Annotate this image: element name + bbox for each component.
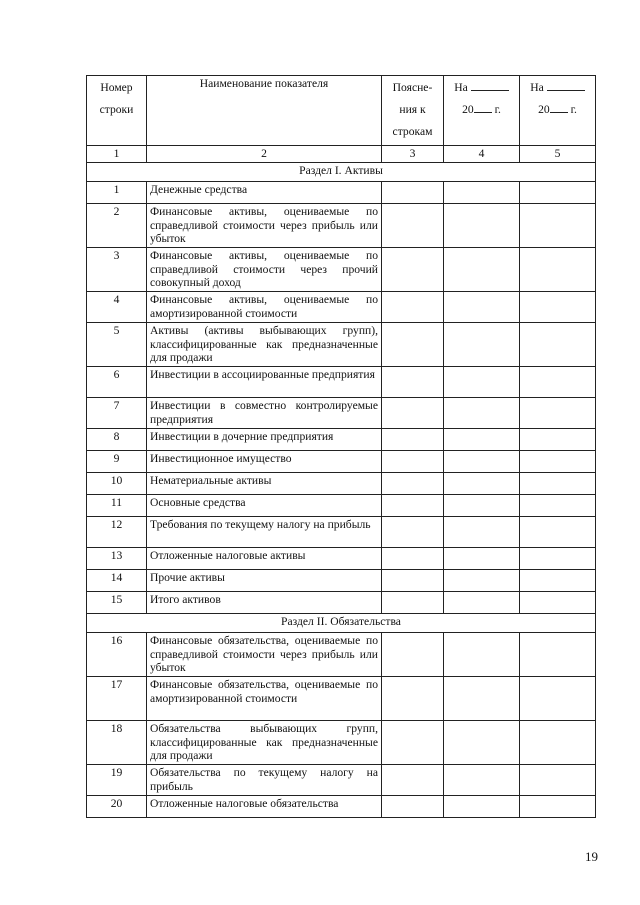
table-row (87, 570, 596, 592)
notes-cell (382, 248, 444, 292)
value-cell-date-1 (444, 398, 520, 429)
row-number: 4 (87, 292, 147, 323)
notes-cell (382, 592, 444, 614)
section1-title-row (87, 163, 596, 182)
table-row (87, 592, 596, 614)
table-row (87, 292, 596, 323)
table-row (87, 633, 596, 677)
value-cell-date-2 (520, 473, 596, 495)
value-cell-date-2 (520, 451, 596, 473)
header-row-number: Номер строки (87, 76, 147, 146)
indicator-name: Обязательства выбывающих групп, классифицированные как предназначенные для продажи (147, 721, 382, 765)
value-cell-date-1 (444, 367, 520, 398)
table-row (87, 517, 596, 548)
value-cell-date-1 (444, 796, 520, 818)
table-header-row (87, 76, 596, 146)
row-number: 7 (87, 398, 147, 429)
row-number: 20 (87, 796, 147, 818)
value-cell-date-1 (444, 248, 520, 292)
balance-sheet-table (86, 75, 596, 818)
notes-cell (382, 451, 444, 473)
indicator-name: Отложенные налоговые обязательства (147, 796, 382, 818)
row-number: 15 (87, 592, 147, 614)
column-number: 3 (382, 146, 444, 163)
row-number: 8 (87, 429, 147, 451)
indicator-name: Активы (активы выбывающих групп), классифицированные как предназначенные для продажи (147, 323, 382, 367)
value-cell-date-1 (444, 633, 520, 677)
row-number: 6 (87, 367, 147, 398)
value-cell-date-1 (444, 473, 520, 495)
header-date-1: На 20 г. (444, 76, 520, 146)
notes-cell (382, 182, 444, 204)
section-title: Раздел I. Активы (87, 163, 596, 182)
value-cell-date-1 (444, 721, 520, 765)
value-cell-date-1 (444, 292, 520, 323)
value-cell-date-2 (520, 495, 596, 517)
row-number: 12 (87, 517, 147, 548)
table-row (87, 677, 596, 721)
row-number: 16 (87, 633, 147, 677)
value-cell-date-1 (444, 677, 520, 721)
value-cell-date-1 (444, 182, 520, 204)
notes-cell (382, 721, 444, 765)
indicator-name: Инвестиционное имущество (147, 451, 382, 473)
table-row (87, 323, 596, 367)
indicator-name: Обязательства по текущему налогу на прибыль (147, 765, 382, 796)
table-row (87, 248, 596, 292)
indicator-name: Финансовые активы, оцениваемые по справедливой стоимости через прочий совокупный доход (147, 248, 382, 292)
indicator-name: Финансовые активы, оцениваемые по амортизированной стоимости (147, 292, 382, 323)
notes-cell (382, 570, 444, 592)
value-cell-date-1 (444, 323, 520, 367)
notes-cell (382, 204, 444, 248)
value-cell-date-1 (444, 570, 520, 592)
notes-cell (382, 796, 444, 818)
value-cell-date-2 (520, 721, 596, 765)
value-cell-date-2 (520, 248, 596, 292)
row-number: 3 (87, 248, 147, 292)
notes-cell (382, 633, 444, 677)
table-row (87, 796, 596, 818)
table-row (87, 182, 596, 204)
notes-cell (382, 398, 444, 429)
value-cell-date-2 (520, 517, 596, 548)
row-number: 1 (87, 182, 147, 204)
notes-cell (382, 517, 444, 548)
value-cell-date-2 (520, 398, 596, 429)
notes-cell (382, 323, 444, 367)
value-cell-date-2 (520, 677, 596, 721)
row-number: 17 (87, 677, 147, 721)
indicator-name: Инвестиции в ассоциированные предприятия (147, 367, 382, 398)
section2-title-row (87, 614, 596, 633)
value-cell-date-1 (444, 517, 520, 548)
table-row (87, 721, 596, 765)
value-cell-date-2 (520, 323, 596, 367)
notes-cell (382, 765, 444, 796)
table-row (87, 548, 596, 570)
row-number: 19 (87, 765, 147, 796)
indicator-name: Нематериальные активы (147, 473, 382, 495)
column-number: 1 (87, 146, 147, 163)
indicator-name: Финансовые обязательства, оцениваемые по справедливой стоимости через прибыль или убыток (147, 633, 382, 677)
row-number: 10 (87, 473, 147, 495)
value-cell-date-2 (520, 548, 596, 570)
indicator-name: Финансовые активы, оцениваемые по справедливой стоимости через прибыль или убыток (147, 204, 382, 248)
indicator-name: Финансовые обязательства, оцениваемые по амортизированной стоимости (147, 677, 382, 721)
column-number: 2 (147, 146, 382, 163)
value-cell-date-2 (520, 292, 596, 323)
notes-cell (382, 495, 444, 517)
value-cell-date-2 (520, 429, 596, 451)
value-cell-date-1 (444, 495, 520, 517)
indicator-name: Денежные средства (147, 182, 382, 204)
row-number: 13 (87, 548, 147, 570)
column-number-row (87, 146, 596, 163)
indicator-name: Отложенные налоговые активы (147, 548, 382, 570)
row-number: 9 (87, 451, 147, 473)
table-row (87, 495, 596, 517)
column-number: 4 (444, 146, 520, 163)
value-cell-date-1 (444, 429, 520, 451)
notes-cell (382, 548, 444, 570)
value-cell-date-2 (520, 204, 596, 248)
value-cell-date-2 (520, 182, 596, 204)
table-row (87, 398, 596, 429)
header-indicator-name: Наименование показателя (147, 76, 382, 146)
indicator-name: Инвестиции в дочерние предприятия (147, 429, 382, 451)
notes-cell (382, 429, 444, 451)
value-cell-date-1 (444, 204, 520, 248)
column-number: 5 (520, 146, 596, 163)
table-row (87, 451, 596, 473)
indicator-name: Требования по текущему налогу на прибыль (147, 517, 382, 548)
value-cell-date-1 (444, 765, 520, 796)
table-row (87, 765, 596, 796)
indicator-name: Основные средства (147, 495, 382, 517)
row-number: 11 (87, 495, 147, 517)
row-number: 14 (87, 570, 147, 592)
header-notes: Поясне- ния к строкам (382, 76, 444, 146)
indicator-name: Инвестиции в совместно контролируемые предприятия (147, 398, 382, 429)
table-row (87, 473, 596, 495)
notes-cell (382, 367, 444, 398)
value-cell-date-2 (520, 796, 596, 818)
notes-cell (382, 473, 444, 495)
table-row (87, 204, 596, 248)
value-cell-date-2 (520, 367, 596, 398)
value-cell-date-2 (520, 570, 596, 592)
value-cell-date-2 (520, 765, 596, 796)
value-cell-date-1 (444, 548, 520, 570)
header-date-2: На 20 г. (520, 76, 596, 146)
row-number: 18 (87, 721, 147, 765)
value-cell-date-1 (444, 451, 520, 473)
indicator-name: Итого активов (147, 592, 382, 614)
section-title: Раздел II. Обязательства (87, 614, 596, 633)
row-number: 2 (87, 204, 147, 248)
table-row (87, 367, 596, 398)
notes-cell (382, 677, 444, 721)
table-row (87, 429, 596, 451)
value-cell-date-2 (520, 633, 596, 677)
value-cell-date-1 (444, 592, 520, 614)
row-number: 5 (87, 323, 147, 367)
indicator-name: Прочие активы (147, 570, 382, 592)
notes-cell (382, 292, 444, 323)
page-number: 19 (585, 849, 598, 864)
value-cell-date-2 (520, 592, 596, 614)
